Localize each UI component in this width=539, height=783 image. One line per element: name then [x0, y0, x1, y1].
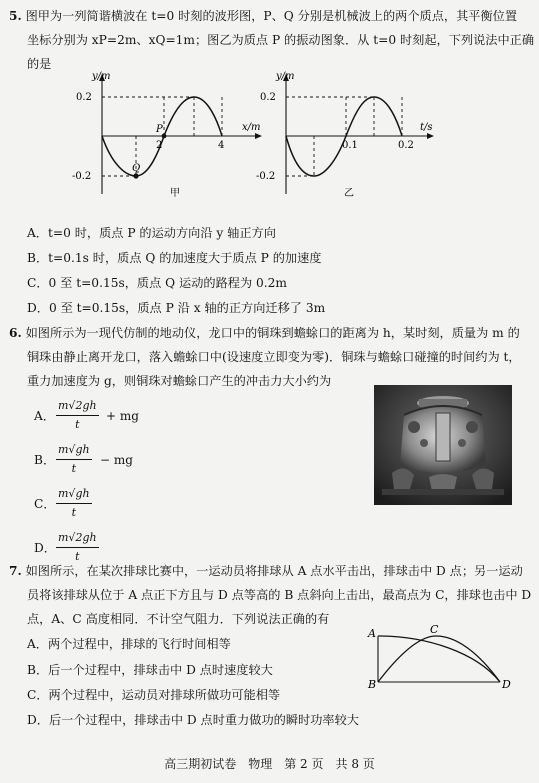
q6-option-a[interactable]	[34, 398, 194, 438]
q6-option-a-label: A．	[34, 409, 55, 423]
q6-stem-line3: 重力加速度为 g，则铜珠对蟾蜍口产生的冲击力大小约为	[27, 374, 332, 388]
q7-option-d[interactable]: D．后一个过程中，排球击中 D 点时重力做功的瞬时功率较大	[27, 713, 359, 727]
q5-option-d[interactable]: D．0 至 t=0.15s，质点 P 沿 x 轴的正方向迁移了 3m	[27, 301, 326, 315]
q5-number: 5.	[9, 9, 22, 23]
q7-stem-line3: 点，A、C 高度相同．不计空气阻力．下列说法正确的有	[27, 612, 330, 626]
point-q-label: Q	[132, 163, 141, 174]
q6-option-b-tail: − mg	[100, 453, 133, 467]
q6-stem-line1	[9, 325, 520, 341]
q6-option-c-fraction	[56, 486, 92, 521]
q6-stem-text-1: 如图所示为一现代仿制的地动仪，龙口中的铜珠到蟾蜍口的距离为 h，某时刻，质量为 m 的	[25, 326, 520, 340]
q7-option-a[interactable]: A．两个过程中，排球的飞行时间相等	[27, 637, 231, 651]
jia-x-axis-label: x/m	[242, 122, 261, 133]
point-d-label: D	[502, 678, 511, 691]
q6-option-d-fraction	[56, 530, 99, 565]
q7-option-b[interactable]: B．后一个过程中，排球击中 D 点时速度较大	[27, 663, 273, 677]
q6-option-a-fraction	[56, 398, 99, 433]
q6-option-b-numerator: m√gh	[56, 442, 92, 460]
yi-ytick-top: 0.2	[260, 92, 276, 103]
jia-ytick-bottom: -0.2	[72, 171, 92, 182]
q7-option-c[interactable]: C．两个过程中，运动员对排球所做功可能相等	[27, 688, 281, 702]
q6-option-c-denominator: t	[71, 506, 76, 519]
q6-option-c[interactable]	[34, 486, 194, 526]
q6-option-c-label: C．	[34, 497, 56, 511]
point-b-label: B	[368, 678, 377, 691]
vibration-graph-yi	[252, 70, 472, 200]
trajectory-b-c-d	[378, 636, 500, 682]
yi-ytick-bottom: -0.2	[256, 171, 276, 182]
point-c-label: C	[430, 623, 439, 636]
volleyball-trajectory-figure	[366, 622, 526, 692]
seismograph-photo	[374, 385, 512, 505]
q6-option-a-numerator: m√2gh	[56, 398, 99, 416]
q6-option-a-tail: + mg	[106, 409, 139, 423]
jia-y-axis-label: y/m	[92, 71, 111, 82]
q7-stem-line1	[9, 563, 523, 579]
q6-option-b-label: B．	[34, 453, 56, 467]
yi-caption: 乙	[344, 188, 354, 199]
point-a-label: A	[368, 627, 376, 640]
jia-caption: 甲	[170, 188, 180, 199]
yi-x-axis-label: t/s	[420, 122, 433, 133]
q6-number: 6.	[9, 326, 22, 340]
q6-stem-line2: 铜珠由静止离开龙口，落入蟾蜍口中(设速度立即变为零)．铜珠与蟾蜍口碰撞的时间约为 t，	[27, 350, 521, 364]
q6-option-d-label: D．	[34, 541, 56, 555]
q5-stem-line1	[9, 8, 517, 24]
q5-option-c[interactable]: C．0 至 t=0.15s，质点 Q 运动的路程为 0.2m	[27, 276, 287, 290]
q6-option-d-denominator: t	[75, 550, 80, 563]
q7-stem-text-1: 如图所示，在某次排球比赛中，一运动员将排球从 A 点水平击出，排球击中 D 点；另一运动	[25, 564, 523, 578]
q6-option-b-fraction	[56, 442, 92, 477]
q5-option-b[interactable]: B．t=0.1s 时，质点 Q 的加速度大于质点 P 的加速度	[27, 251, 322, 265]
trajectory-a-to-d	[378, 636, 500, 682]
jia-xtick-2: 2	[156, 140, 163, 151]
q6-option-b-denominator: t	[71, 462, 76, 475]
q6-option-b[interactable]	[34, 442, 194, 482]
yi-xtick-02: 0.2	[398, 140, 414, 151]
q7-number: 7.	[9, 564, 22, 578]
q6-option-a-denominator: t	[75, 418, 80, 431]
jia-xtick-4: 4	[218, 140, 225, 151]
yi-y-axis-label: y/m	[276, 71, 295, 82]
q7-stem-line2: 员将该排球从位于 A 点正下方且与 D 点等高的 B 点斜向上击出，最高点为 C，排球也击中 D	[27, 588, 532, 602]
jia-ytick-top: 0.2	[76, 92, 92, 103]
q5-stem-text-1: 图甲为一列简谐横波在 t=0 时刻的波形图，P、Q 分别是机械波上的两个质点，其平衡位置	[25, 9, 518, 23]
q6-option-d-numerator: m√2gh	[56, 530, 99, 548]
point-p-label: P	[156, 124, 163, 135]
q5-option-a[interactable]: A．t=0 时，质点 P 的运动方向沿 y 轴正方向	[27, 226, 276, 240]
q5-stem-line2: 坐标分别为 xP=2m、xQ=1m；图乙为质点 P 的振动图象．从 t=0 时刻起，下列说法中正确	[27, 33, 535, 47]
page-footer: 高三期初试卷 物理 第 2 页 共 8 页	[164, 757, 375, 771]
q6-option-c-numerator: m√gh	[56, 486, 92, 504]
q5-stem-line3: 的是	[27, 57, 52, 71]
yi-xtick-01: 0.1	[342, 140, 358, 151]
